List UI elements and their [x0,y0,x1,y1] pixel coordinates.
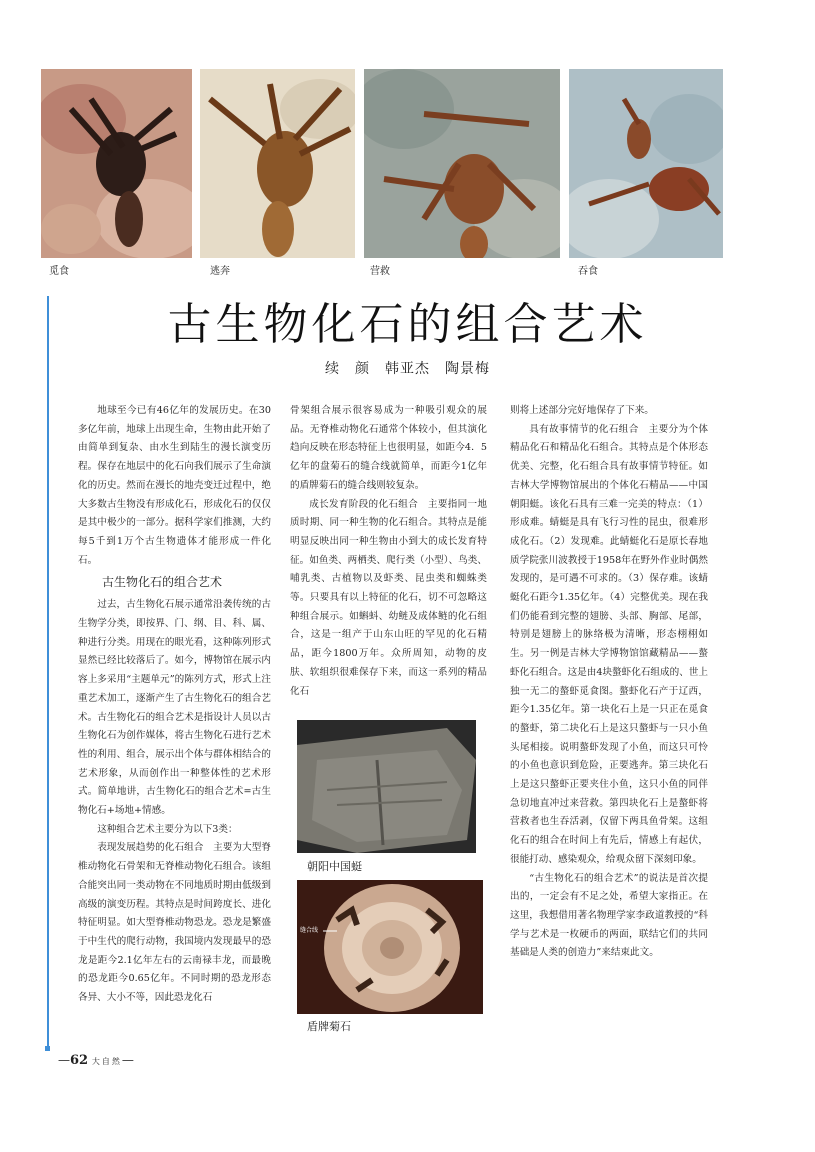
page-footer [58,1053,134,1068]
paragraph: 具有故事情节的化石组合 主要分为个体精品化石和精品化石组合。其特点是个体形态优美、完整，化石组合具有故事情节特征。如吉林大学博物馆展出的个体化石精品——中国朝阳蜓。该化石具有三难一完美的特点：（1）形成难。蜻蜓是具有飞行习性的昆虫，很难形成化石。（2）发现难。此蜻蜓化石是原长春地质学院张川波教授于1958年在野外作业时偶然发现的，是可遇不可求的。（3）保存难。该蜻蜓化石距今1.35亿年。（4）完整优美。现在我们仍能看到完整的翅膀、头部、胸部、尾部，特别是翅膀上的脉络极为清晰，形态栩栩如生。另一例是吉林大学博物馆馆藏精品——螯虾化石组合。这是由4块螯虾化石组成的、世上独一无二的螯虾觅食图。螯虾化石产于辽西，距今1.35亿年。第一块化石上是一只正在觅食的螯虾，第二块化石上是这只螯虾与一只小鱼头尾相接。说明螯虾发现了小鱼，而这只可怜的小鱼也意识到危险，正要逃奔。第三块化石上是这只螯虾正要夹住小鱼，这只小鱼的同伴急切地直冲过来营救。第四块化石上是螯虾将营救者也生吞活剥，仅留下两具鱼骨架。这组化石的组合在时间上有先后，情感上有起伏，很能打动、感染观众，给观众留下深刻印象。 [510,423,708,865]
article-authors: 续 颜 韩亚杰 陶景梅 [325,361,490,377]
photo-foraging-crayfish [41,69,192,258]
paragraph: 地球至今已有46亿年的发展历史。在30多亿年前，地球上出现生命，生物由此开始了由简单到复杂、由水生到陆生的漫长演变历程。保存在地层中的化石向我们展示了生命演化的历史。然而在漫长的地壳变迁过程中，绝大多数古生物没有形成化石，形成化石的仅仅是其中极少的一部分。据科学家们推测，大约每5千到1万个古生物遗体才能形成一件化石。 [78,405,271,566]
photo-rescue-crayfish [364,69,560,258]
caption-rescue: 营救 [370,266,390,277]
footer-dash: — [58,1053,70,1067]
magazine-name: 大自然 [91,1057,122,1066]
article-title: 古生物化石的组合艺术 [167,299,648,350]
caption-foraging: 觅食 [49,266,69,277]
paragraph: “古生物化石的组合艺术”的说法是首次提出的，一定会有不足之处，希望大家指正。在这里，我想借用著名物理学家李政道教授的“科学与艺术是一枚硬币的两面，联结它们的共同基础是人类的创造力”来结束此文。 [510,872,708,959]
page-number: 62 [70,1053,89,1068]
caption-swallowing: 吞食 [578,266,598,277]
footer-dash: — [121,1053,134,1067]
column-3 [510,402,708,963]
accent-rule [47,296,49,1050]
caption-fleeing: 逃奔 [210,266,230,277]
column-1 [78,402,271,1008]
ammonite-suture-label: 缝合线 [300,927,319,934]
photo-ammonite [297,880,483,1014]
paragraph: 这种组合艺术主要分为以下3类： [97,823,238,835]
paragraph: 骨架组合展示很容易成为一种吸引观众的展品。无脊椎动物化石通常个体较小，但其演化趋向反映在形态特征上也很明显，如距今4．5亿年的盘菊石的缝合线就简单，而距今1亿年的盾牌菊石的缝合线则较复杂。 [290,405,487,491]
photo-swallowing-crayfish [569,69,723,258]
caption-chaoyang-dragonfly: 朝阳中国蜓 [307,860,362,873]
paragraph: 则将上述部分完好地保存了下来。 [510,405,654,416]
footer-marker [45,1046,50,1051]
paragraph: 表现发展趋势的化石组合 主要为大型脊椎动物化石骨架和无脊椎动物化石组合。该组合能突出同一类动物在不同地质时期由低级到高级的演变历程。其特点是时间跨度长、进化特征明显。如大型脊椎动物恐龙。恐龙是繁盛于中生代的爬行动物，我国境内发现最早的恐龙是距今2.1亿年左右的云南禄丰龙，而最晚的恐龙距今0.65亿年。不同时期的恐龙形态各异、大小不等，因此恐龙化石 [78,842,271,1004]
paragraph: 过去，古生物化石展示通常沿袭传统的古生物学分类，即按界、门、纲、目、科、属、种进行分类。用现在的眼光看，这种陈列形式显然已经比较落后了。如今，博物馆在展示内容上多采用“主题单元”的陈列方式，形式上注重艺术加工，逐渐产生了古生物化石的组合艺术。古生物化石的组合艺术是指设计人员以古生物化石为创作媒体，将古生物化石进行艺术性的利用、组合，展示出个体与群体相结合的艺术形象，从而创作出一种整体性的艺术形式。简单地讲，古生物化石的组合艺术=古生物化石+场地+情感。 [78,599,271,817]
paragraph: 成长发育阶段的化石组合 主要指同一地质时期、同一种生物的化石组合。其特点是能明显反映出同一种生物由小到大的成长发育特征。如鱼类、两栖类、爬行类（小型）、鸟类、哺乳类、古植物以及虾类、昆虫类和蜘蛛类等。只要具有以上特征的化石，切不可忽略这种组合展示。如蝌蚪、幼鲢及成体鲢的化石组合，这是一组产于山东山旺的罕见的化石精品，距今1800万年。众所周知，动物的皮肤、软组织很难保存下来，而这一系列的精品化石 [290,498,487,697]
caption-ammonite: 盾牌菊石 [307,1020,351,1033]
column-2 [290,402,487,701]
photo-chaoyang-dragonfly [297,720,476,853]
section-heading: 古生物化石的组合艺术 [102,575,223,590]
photo-fleeing-crayfish [200,69,355,258]
